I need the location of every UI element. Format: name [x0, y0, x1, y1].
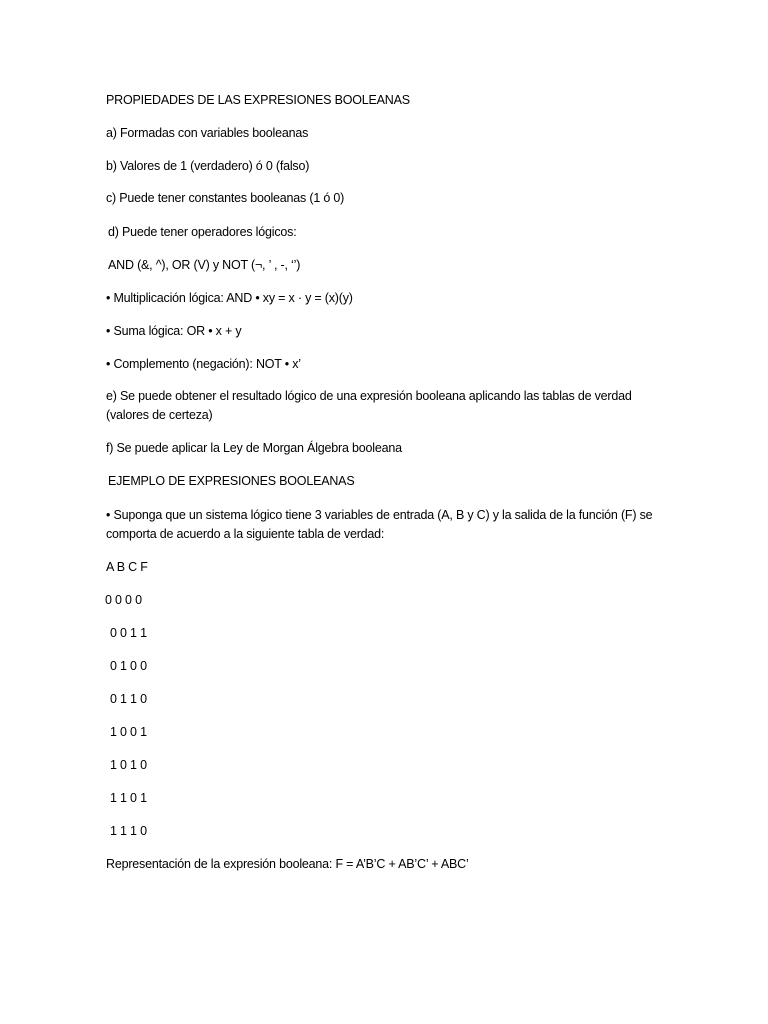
operators-line: AND (&, ^), OR (V) y NOT (¬, ’ , -, ‘’): [108, 258, 301, 272]
truth-table-row: 0 0 1 1: [110, 626, 147, 640]
bullet-or: • Suma lógica: OR • x + y: [106, 324, 242, 338]
property-e: e) Se puede obtener el resultado lógico de una expresión booleana aplicando las tablas de verdad (valores de certeza): [106, 389, 632, 422]
bullet-and: • Multiplicación lógica: AND • xy = x · y = (x)(y): [106, 291, 353, 305]
document-title: PROPIEDADES DE LAS EXPRESIONES BOOLEANAS: [106, 93, 410, 107]
expression-representation: Representación de la expresión booleana: F = A’B’C + AB’C’ + ABC’: [106, 857, 469, 871]
example-title: EJEMPLO DE EXPRESIONES BOOLEANAS: [108, 474, 355, 488]
property-b: b) Valores de 1 (verdadero) ó 0 (falso): [106, 159, 310, 173]
truth-table-row: 1 0 0 1: [110, 725, 147, 739]
bullet-not: • Complemento (negación): NOT • x’: [106, 357, 301, 371]
truth-table-row: 1 1 0 1: [110, 791, 147, 805]
truth-table-row: 1 1 1 0: [110, 824, 147, 838]
property-a: a) Formadas con variables booleanas: [106, 126, 309, 140]
property-f: f) Se puede aplicar la Ley de Morgan Álgebra booleana: [106, 441, 402, 455]
property-d: d) Puede tener operadores lógicos:: [108, 225, 297, 239]
truth-table-row: 0 0 0 0: [105, 593, 142, 607]
truth-table-row: 0 1 0 0: [110, 659, 147, 673]
truth-table-row: 0 1 1 0: [110, 692, 147, 706]
truth-table-header: A B C F: [106, 560, 148, 574]
example-intro: • Suponga que un sistema lógico tiene 3 variables de entrada (A, B y C) y la salida de la función (F) se comporta de acuerdo a la siguiente tabla de verdad:: [106, 508, 653, 541]
truth-table-row: 1 0 1 0: [110, 758, 147, 772]
property-c: c) Puede tener constantes booleanas (1 ó 0): [106, 191, 345, 205]
